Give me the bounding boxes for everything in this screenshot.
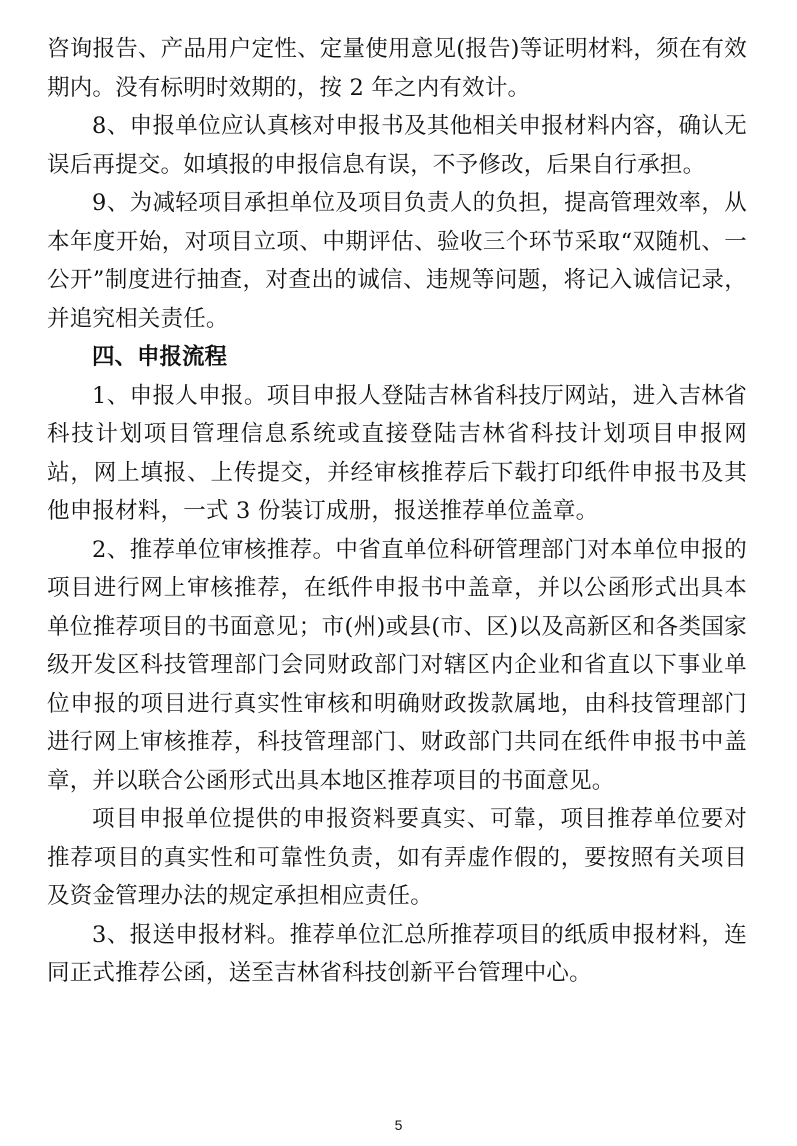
paragraph-step-3: 3、报送申报材料。推荐单位汇总所推荐项目的纸质申报材料，连同正式推荐公函，送至吉林省科技创新平台管理中心。: [47, 921, 747, 986]
section-heading-application-process: 四、申报流程: [92, 344, 228, 370]
paragraph-item-8: 8、申报单位应认真核对申报书及其他相关申报材料内容，确认无误后再提交。如填报的申报信息有误，不予修改，后果自行承担。: [47, 113, 747, 178]
paragraph-eligibility-validity: 咨询报告、产品用户定性、定量使用意见(报告)等证明材料，须在有效期内。没有标明时效期的，按 2 年之内有效计。: [47, 36, 747, 101]
paragraph-step-2: 2、推荐单位审核推荐。中省直单位科研管理部门对本单位申报的项目进行网上审核推荐，在纸件申报书中盖章，并以公函形式出具本单位推荐项目的书面意见；市(州)或县(市、区)以及高新区和各类国家级开发区科技管理部门会同财政部门对辖区内企业和省直以下事业单位申报的项目进行真实性审核和明确财政拨款属地，由科技管理部门进行网上审核推荐，科技管理部门、财政部门共同在纸件申报书中盖章，并以联合公函形式出具本地区推荐项目的书面意见。: [47, 536, 747, 794]
paragraph-step-1: 1、申报人申报。项目申报人登陆吉林省科技厅网站，进入吉林省科技计划项目管理信息系统或直接登陆吉林省科技计划项目申报网站，网上填报、上传提交，并经审核推荐后下载打印纸件申报书及其他申报材料，一式 3 份装订成册，报送推荐单位盖章。: [47, 382, 747, 524]
document-body: [47, 30, 747, 993]
paragraph-authenticity: 项目申报单位提供的申报资料要真实、可靠，项目推荐单位要对推荐项目的真实性和可靠性负责，如有弄虚作假的，要按照有关项目及资金管理办法的规定承担相应责任。: [47, 806, 747, 909]
paragraph-item-9: 9、为减轻项目承担单位及项目负责人的负担，提高管理效率，从本年度开始，对项目立项、中期评估、验收三个环节采取“双随机、一公开”制度进行抽查，对查出的诚信、违规等问题，将记入诚信记录，并追究相关责任。: [47, 190, 747, 332]
page-number: 5: [394, 1117, 403, 1133]
